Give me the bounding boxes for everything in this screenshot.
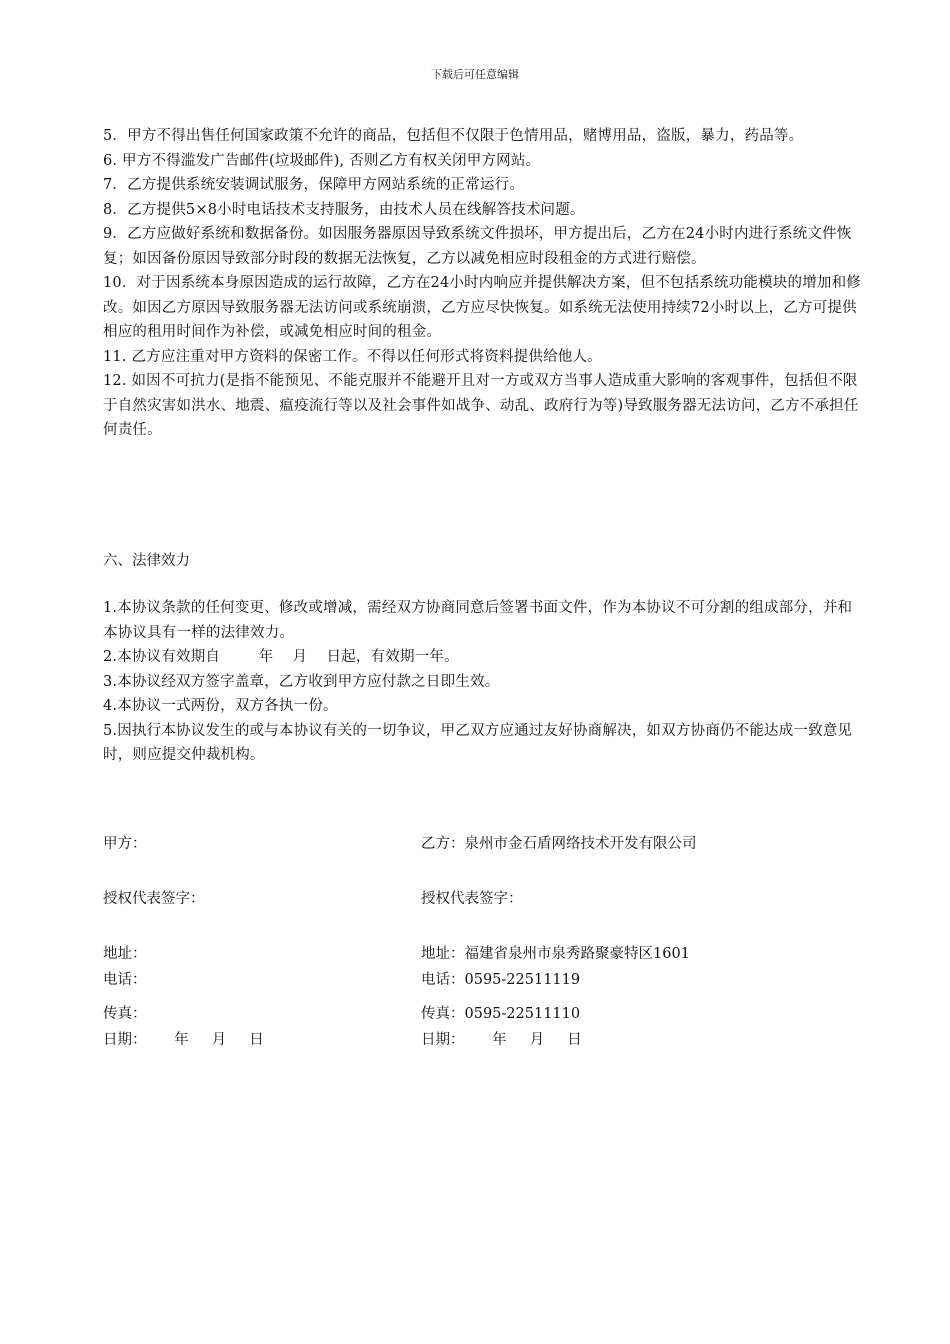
clause-5: 5．甲方不得出售任何国家政策不允许的商品，包括但不仅限于色情用品，赌博用品，盗版，暴力，药品等。 [103,128,804,144]
legal-item-5: 5.因执行本协议发生的或与本协议有关的一切争议，甲乙双方应通过友好协商解决，如双方协商仍不能达成一致意见时，则应提交仲裁机构。 [103,722,853,763]
service-clauses [103,124,861,443]
party-b-address: 地址：福建省泉州市泉秀路聚豪特区1601 [421,946,690,962]
clause-9: 9．乙方应做好系统和数据备份。如因服务器原因导致系统文件损坏，甲方提出后，乙方在24小时内进行系统文件恢复；如因备份原因导致部分时段的数据无法恢复，乙方以减免相应时段租金的方式进行赔偿。 [103,226,852,267]
party-a-fax: 传真： [103,1006,147,1022]
party-b-date: 日期： 年 月 日 [421,1032,582,1048]
legal-item-4: 4.本协议一式两份，双方各执一份。 [103,698,338,714]
party-b-name: 乙方：泉州市金石盾网络技术开发有限公司 [421,836,697,852]
clause-10: 10．对于因系统本身原因造成的运行故障，乙方在24小时内响应并提供解决方案，但不包括系统功能模块的增加和修改。如因乙方原因导致服务器无法访问或系统崩溃，乙方应尽快恢复。如系统无法使用持续72小时以上，乙方可提供相应的租用时间作为补偿，或减免相应时间的租金。 [103,275,861,340]
legal-effect-clauses [103,596,861,768]
clause-7: 7．乙方提供系统安装调试服务，保障甲方网站系统的正常运行。 [103,177,525,193]
party-a-signature: 授权代表签字： [103,891,205,907]
party-b-phone: 电话：0595-22511119 [421,972,581,988]
legal-item-1: 1.本协议条款的任何变更、修改或增减，需经双方协商同意后签署书面文件，作为本协议不可分割的组成部分，并和本协议具有一样的法律效力。 [103,600,853,641]
party-a-name: 甲方： [103,836,147,852]
clause-11: 11. 乙方应注重对甲方资料的保密工作。不得以任何形式将资料提供给他人。 [103,348,602,365]
party-a-address: 地址： [103,946,147,962]
clause-8: 8．乙方提供5×8小时电话技术支持服务，由技术人员在线解答技术问题。 [103,201,585,218]
clause-6: 6. 甲方不得滥发广告邮件(垃圾邮件), 否则乙方有权关闭甲方网站。 [103,152,541,169]
party-b-fax: 传真：0595-22511110 [421,1006,581,1022]
section-title-legal-effect: 六、法律效力 [103,553,190,569]
party-b-signature: 授权代表签字： [421,891,523,907]
party-a-phone: 电话： [103,972,147,988]
party-a-date: 日期： 年 月 日 [103,1032,264,1048]
clause-12: 12. 如因不可抗力(是指不能预见、不能克服并不能避开且对一方或双方当事人造成重大影响的客观事件，包括但不限于自然灾害如洪水、地震、瘟疫流行等以及社会事件如战争、动乱、政府行为等)导致服务器无法访问，乙方不承担任何责任。 [103,373,859,438]
legal-item-3: 3.本协议经双方签字盖章，乙方收到甲方应付款之日即生效。 [103,673,500,690]
page-header-note: 下载后可任意编辑 [431,68,519,81]
legal-item-2: 2.本协议有效期自 年 月 日起，有效期一年。 [103,649,459,665]
